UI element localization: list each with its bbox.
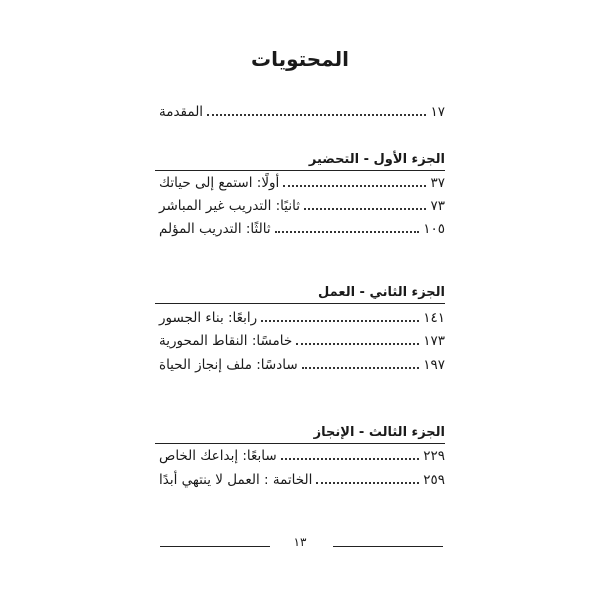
entry-page: ٢٢٩: [423, 448, 445, 464]
entry-page: ١٠٥: [423, 221, 445, 237]
page-title: المحتويات: [250, 47, 349, 71]
entry-label: رابعًا: بناء الجسور: [159, 310, 258, 326]
dot-leader: [261, 320, 419, 322]
dot-leader: [302, 367, 420, 369]
dot-leader: [316, 482, 419, 484]
dot-leader: [275, 231, 420, 233]
footer-rule-right: [333, 546, 443, 547]
part-heading-1: الجزء الأول - التحضير: [308, 152, 445, 167]
dot-leader: [283, 185, 426, 187]
dot-leader: [207, 114, 426, 116]
entry-label: ثالثًا: التدريب المؤلم: [159, 221, 271, 237]
entry-label: الخاتمة : العمل لا ينتهي أبدًا: [159, 472, 313, 488]
dot-leader: [304, 208, 426, 210]
toc-entry[interactable]: [155, 352, 445, 374]
entry-label: ثانيًا: التدريب غير المباشر: [159, 198, 300, 214]
entry-page: ١٧: [430, 104, 445, 120]
entry-page: ١٧٣: [423, 333, 445, 349]
toc-entry[interactable]: [155, 305, 445, 327]
part-heading-2: الجزء الثاني - العمل: [318, 285, 445, 300]
toc-entry[interactable]: [155, 467, 445, 489]
part-divider-2: [155, 303, 445, 304]
toc-entry-intro[interactable]: [155, 99, 445, 121]
dot-leader: [296, 343, 419, 345]
part-heading-3: الجزء الثالث - الإنجاز: [313, 425, 445, 440]
toc-entry[interactable]: [155, 170, 445, 192]
entry-page: ٧٣: [430, 198, 445, 214]
toc-entry[interactable]: [155, 443, 445, 465]
entry-label: خامسًا: النقاط المحورية: [159, 333, 293, 349]
page-number: ١٣: [293, 535, 307, 549]
entry-label: سابعًا: إبداعك الخاص: [159, 448, 277, 464]
dot-leader: [281, 458, 420, 460]
entry-page: ١٩٧: [423, 357, 445, 373]
entry-page: ٢٥٩: [423, 472, 445, 488]
entry-label: سادسًا: ملف إنجاز الحياة: [159, 357, 298, 373]
footer-rule-left: [160, 546, 270, 547]
toc-entry[interactable]: [155, 328, 445, 350]
toc-entry[interactable]: [155, 193, 445, 215]
toc-entry[interactable]: [155, 216, 445, 238]
entry-page: ٣٧: [430, 175, 445, 191]
entry-label: المقدمة: [159, 104, 204, 120]
entry-page: ١٤١: [423, 310, 445, 326]
entry-label: أولًا: استمع إلى حياتك: [159, 175, 280, 191]
